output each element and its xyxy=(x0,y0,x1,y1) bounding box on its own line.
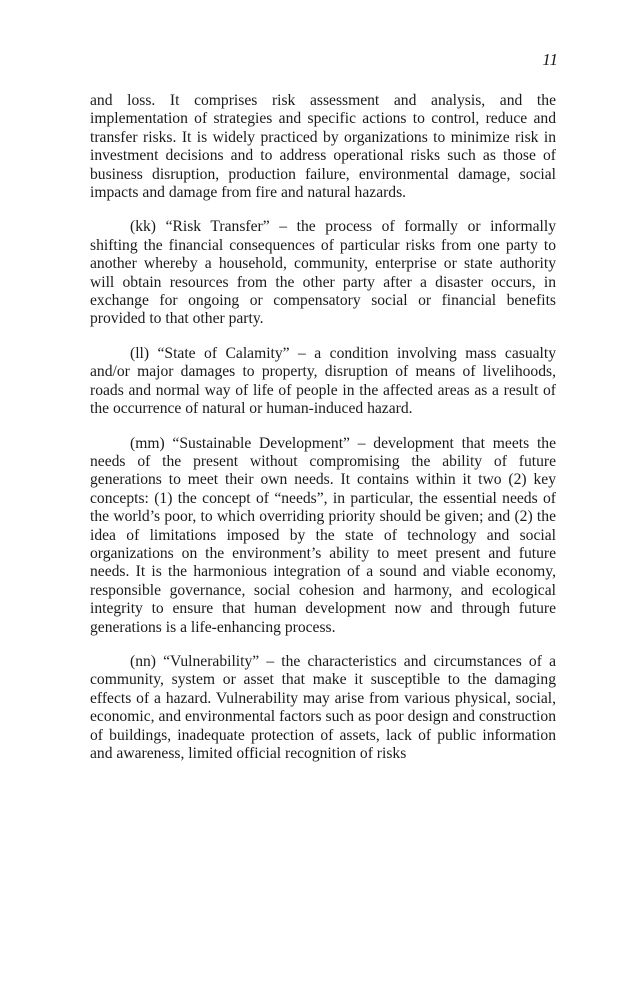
paragraph-vulnerability: (nn) “Vulnerability” – the characteristics and circumstances of a community, system or asset that make it susceptible to the damaging effects of a hazard. Vulnerability may arise from various physical, social, economic, and environmental factors such as poor design and construction of buildings, inadequate protection of assets, lack of public information and awareness, limited official recognition of risks xyxy=(90,652,556,762)
page-number: 11 xyxy=(542,50,558,69)
paragraph-state-of-calamity: (ll) “State of Calamity” – a condition involving mass casualty and/or major damages to property, disruption of means of livelihoods, roads and normal way of life of people in the affected areas as a result of the occurrence of natural or human-induced hazard. xyxy=(90,344,556,418)
document-body xyxy=(90,92,556,779)
paragraph-sustainable-development: (mm) “Sustainable Development” – development that meets the needs of the present without compromising the ability of future generations to meet their own needs. It contains within it two (2) key concepts: (1) the concept of “needs”, in particular, the essential needs of the world’s poor, to which overriding priority should be given; and (2) the idea of limitations imposed by the state of technology and social organizations on the environment’s ability to meet present and future needs. It is the harmonious integration of a sound and viable economy, responsible governance, social cohesion and harmony, and ecological integrity to ensure that human development now and through future generations is a life-enhancing process. xyxy=(90,434,556,636)
paragraph-risk-management-continuation: and loss. It comprises risk assessment and analysis, and the implementation of strategies and specific actions to control, reduce and transfer risks. It is widely practiced by organizations to minimize risk in investment decisions and to address operational risks such as those of business disruption, production failure, environmental damage, social impacts and damage from fire and natural hazards. xyxy=(90,92,556,202)
paragraph-risk-transfer: (kk) “Risk Transfer” – the process of formally or informally shifting the financial consequences of particular risks from one party to another whereby a household, community, enterprise or state authority will obtain resources from the other party after a disaster occurs, in exchange for ongoing or compensatory social or financial benefits provided to that other party. xyxy=(90,218,556,328)
